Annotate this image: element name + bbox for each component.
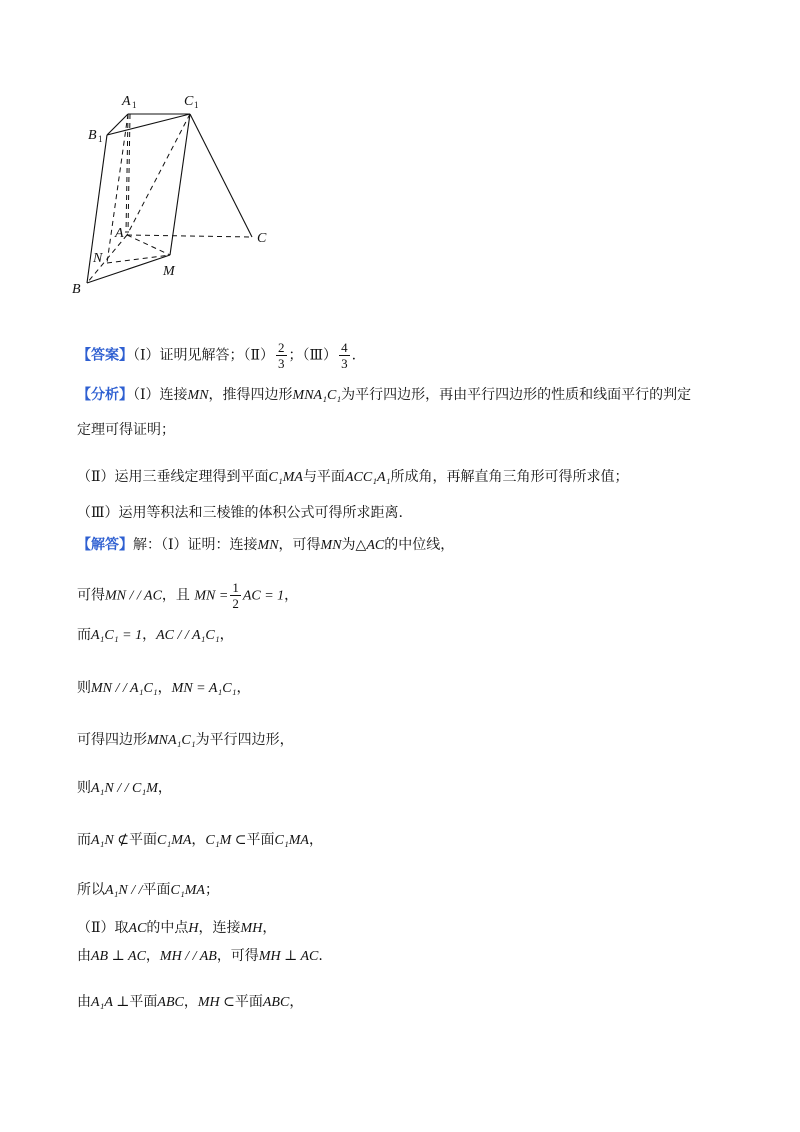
analysis-text: 与平面 <box>302 469 345 485</box>
solution-line-6 <box>77 778 172 799</box>
math: ABC <box>262 995 290 1010</box>
analysis-text: 定理可得证明； <box>77 422 175 438</box>
solution-text: ， <box>289 994 304 1010</box>
math: AC <box>128 921 147 936</box>
analysis-line-1 <box>77 385 691 406</box>
label-b1-sub: 1 <box>98 134 103 144</box>
edge-c1-c <box>190 114 252 237</box>
answer-fraction-2: $\frac{2}{3}$ <box>278 340 285 371</box>
solution-text: 平面 <box>129 832 157 848</box>
math: A₁C₁ = 1 <box>91 628 143 643</box>
solution-text: . <box>318 948 323 964</box>
solution-text: ， <box>308 832 323 848</box>
label-m: M <box>163 264 175 279</box>
solution-text: 的中位线， <box>384 537 455 553</box>
math: MH <box>240 921 263 936</box>
edge-c1-m <box>170 114 190 255</box>
math: MH ⊥ AC <box>258 949 319 964</box>
math: AC <box>366 538 385 553</box>
math-plane: C₁MA <box>268 470 303 485</box>
prism-diagram <box>60 85 290 305</box>
solution-line-5 <box>77 730 294 751</box>
fraction-half: $\frac{1}{2}$ <box>232 580 239 611</box>
analysis-line-4 <box>77 503 403 523</box>
analysis-text: （Ⅲ）运用等积法和三棱锥的体积公式可得所求距离. <box>77 505 403 521</box>
math: MH / / AB <box>159 949 217 964</box>
solution-text: 由 <box>77 994 91 1010</box>
solution-text: 解：（Ⅰ）证明：连接 <box>133 537 258 553</box>
solution-text: ， <box>157 680 172 696</box>
solution-text: （Ⅱ）取 <box>77 920 129 936</box>
solution-text: 的中点 <box>146 920 189 936</box>
solution-text: ，连接 <box>198 920 241 936</box>
label-a1: A <box>122 94 131 109</box>
math: MN <box>257 538 279 553</box>
solution-text: ， <box>157 780 172 796</box>
solution-text: 所以 <box>77 882 105 898</box>
math-quad: MNA₁C₁ <box>292 388 342 403</box>
answer-part1: （Ⅰ）证明见解答；（Ⅱ） <box>133 347 275 364</box>
answer-end: . <box>351 347 357 364</box>
math: H <box>188 921 199 936</box>
label-c1-sub: 1 <box>194 100 199 110</box>
label-b1: B <box>88 128 97 143</box>
math: A₁N / / C₁M <box>91 781 158 796</box>
math-plane: ACC₁A₁ <box>344 470 391 485</box>
answer-sep: ；（Ⅲ） <box>288 347 338 364</box>
solution-text: ， <box>262 920 277 936</box>
math: A₁N / / <box>105 883 143 898</box>
math: C₁MA <box>157 833 192 848</box>
solution-text: ， <box>145 948 160 964</box>
solution-line-10 <box>77 946 323 967</box>
math: A₁A ⊥ <box>91 995 130 1010</box>
solution-text: 可得四边形 <box>77 732 147 748</box>
solution-text: ， <box>191 832 206 848</box>
solution-text: ， <box>219 627 234 643</box>
solution-line-8 <box>77 880 219 901</box>
solution-text: 平面 <box>234 994 263 1010</box>
solution-text: 则 <box>77 780 91 796</box>
answer-tag: 【答案】 <box>77 347 133 364</box>
answer-fraction-3: $\frac{4}{3}$ <box>341 340 348 371</box>
math: MH ⊂ <box>197 995 235 1010</box>
solution-line-2 <box>77 580 298 611</box>
solution-text: 平面 <box>129 994 158 1010</box>
label-b: B <box>72 282 81 297</box>
solution-line-9 <box>77 918 276 939</box>
edge-a-c <box>127 235 252 237</box>
math: A₁N ⊄ <box>91 833 129 848</box>
solution-text: 可得 <box>77 587 105 604</box>
math: C₁M ⊂ <box>205 833 247 848</box>
analysis-text: ，推得四边形 <box>208 387 293 403</box>
solution-text: ， <box>183 994 198 1010</box>
label-a: A <box>115 226 124 241</box>
edge-n-m <box>107 255 170 263</box>
math: ABC <box>157 995 184 1010</box>
edge-a1-a-2 <box>128 114 130 233</box>
edge-c1-a <box>127 114 190 235</box>
analysis-text: 所成角，再解直角三角形可得所求值； <box>390 469 629 485</box>
solution-text: 则 <box>77 680 91 696</box>
label-c: C <box>257 231 267 246</box>
solution-text: ，可得 <box>216 948 259 964</box>
math: MNA₁C₁ <box>147 733 196 748</box>
math: MN <box>320 538 342 553</box>
analysis-tag: 【分析】 <box>77 387 133 403</box>
solution-text: 平面 <box>142 882 171 898</box>
answer-line <box>77 340 356 371</box>
label-c1: C <box>184 94 194 109</box>
analysis-line-2 <box>77 420 175 440</box>
solution-text: 由 <box>77 948 91 964</box>
solution-line-4 <box>77 678 250 699</box>
solution-line-11 <box>77 992 303 1013</box>
solution-text: ， <box>284 587 299 604</box>
math: MN / / A₁C₁ <box>91 681 158 696</box>
solution-line-3 <box>77 625 234 646</box>
solution-text: 为△ <box>341 537 367 553</box>
analysis-text: 为平行四边形，再由平行四边形的性质和线面平行的判定 <box>341 387 692 403</box>
solution-text: 而 <box>77 627 91 643</box>
edge-a1-a-1 <box>126 114 128 233</box>
solution-text: ， <box>142 627 157 643</box>
math: C₁MA <box>274 833 309 848</box>
analysis-text: （Ⅰ）连接 <box>133 387 188 403</box>
solution-text: ， <box>236 680 251 696</box>
math: AC / / A₁C₁ <box>156 628 220 643</box>
solution-text: 为平行四边形， <box>195 732 294 748</box>
math: MN = A₁C₁ <box>171 681 237 696</box>
solution-text: ； <box>204 882 219 898</box>
label-a1-sub: 1 <box>132 100 137 110</box>
math: C₁MA <box>170 883 205 898</box>
solution-text: ，且 <box>161 587 190 604</box>
math: MN / / AC <box>105 588 162 604</box>
solution-text: ，可得 <box>278 537 321 553</box>
solution-line-1 <box>77 535 454 556</box>
prism-figure <box>60 85 290 305</box>
solution-text: 平面 <box>246 832 275 848</box>
edge-a-m <box>127 235 170 255</box>
math: AC = 1 <box>242 588 285 604</box>
math-mn: MN <box>187 388 209 403</box>
math: AB ⊥ AC <box>91 949 146 964</box>
solution-line-7 <box>77 830 323 851</box>
label-n: N <box>93 251 103 266</box>
solution-text: 而 <box>77 832 91 848</box>
solution-tag: 【解答】 <box>77 537 133 553</box>
math: MN = <box>194 588 229 604</box>
analysis-text: （Ⅱ）运用三垂线定理得到平面 <box>77 469 269 485</box>
edge-b1-c1 <box>107 114 190 135</box>
analysis-line-3 <box>77 467 628 488</box>
